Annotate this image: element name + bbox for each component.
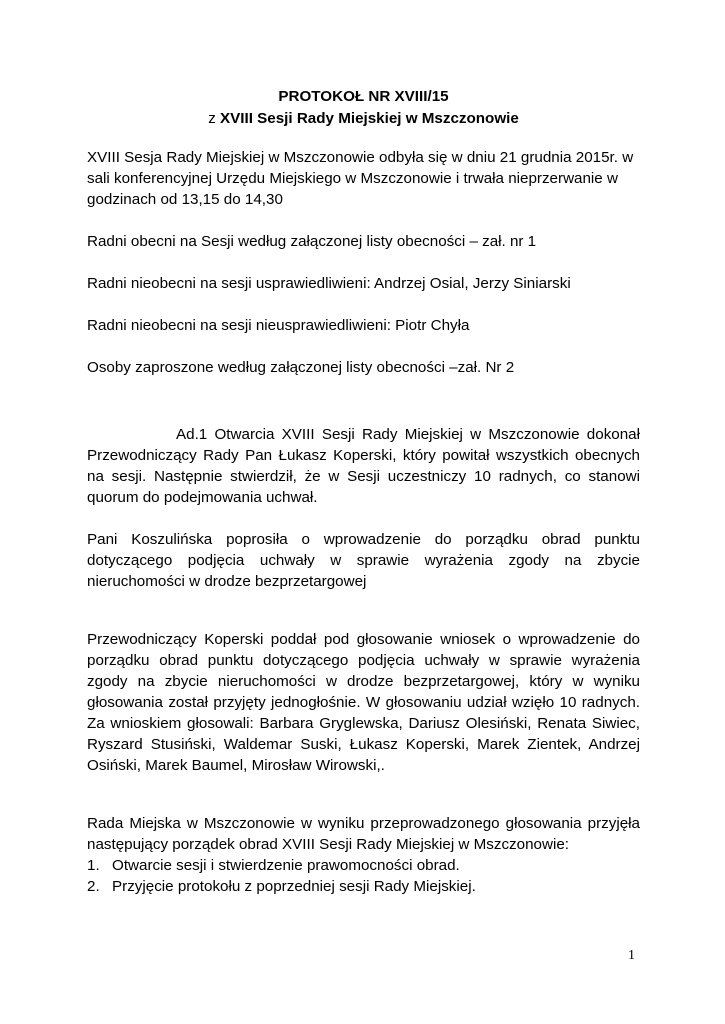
absent-unexcused-paragraph: Radni nieobecni na sesji nieusprawiedliwieni: Piotr Chyła — [87, 317, 470, 334]
agenda-intro-paragraph: Rada Miejska w Mszczonowie w wyniku przeprowadzonego głosowania przyjęła następujący porządek obrad XVIII Sesji Rady Miejskiej w Mszczonowie: — [87, 815, 640, 853]
ad1-paragraph: Ad.1 Otwarcia XVIII Sesji Rady Miejskiej w Mszczonowie dokonał Przewodniczący Rady Pan Łukasz Koperski, który powitał wszystkich obecnych na sesji. Następnie stwierdził, że w Sesji uczestniczy 10 radnych, co stanowi quorum do podejmowania uchwał. — [87, 426, 640, 506]
agenda-item-text: Przyjęcie protokołu z poprzedniej sesji Rady Miejskiej. — [112, 878, 476, 895]
agenda-item-number: 1. — [87, 857, 100, 874]
agenda-item-text: Otwarcie sesji i stwierdzenie prawomocności obrad. — [112, 857, 460, 874]
present-paragraph: Radni obecni na Sesji według załączonej listy obecności – zał. nr 1 — [87, 233, 537, 250]
vote-paragraph: Przewodniczący Koperski poddał pod głosowanie wniosek o wprowadzenie do porządku obrad punktu dotyczącego podjęcia uchwały w sprawie wyrażenia zgody na zbycie nieruchomości w drodze bezprzetargowej, który w wyniku głosowania został przyjęty jednogłośnie. W głosowaniu udział wzięło 10 radnych. Za wnioskiem głosowali: Barbara Gryglewska, Dariusz Olesiński, Renata Siwiec, Ryszard Stusiński, Waldemar Suski, Łukasz Koperski, Marek Zientek, Andrzej Osiński, Marek Baumel, Mirosław Wirowski,. — [87, 631, 640, 774]
subtitle-prefix: z — [208, 110, 221, 127]
agenda-list — [87, 855, 640, 897]
koszulinska-paragraph: Pani Koszulińska poprosiła o wprowadzenie do porządku obrad punktu dotyczącego podjęcia uchwały w sprawie wyrażenia zgody na zbycie nieruchomości w drodze bezprzetargowej — [87, 531, 640, 590]
intro-paragraph: XVIII Sesja Rady Miejskiej w Mszczonowie odbyła się w dniu 21 grudnia 2015r. w sali konferencyjnej Urzędu Miejskiego w Mszczonowie i trwała nieprzerwanie w godzinach od 13,15 do 14,30 — [87, 149, 634, 208]
absent-excused-paragraph: Radni nieobecni na sesji usprawiedliwieni: Andrzej Osial, Jerzy Siniarski — [87, 275, 571, 292]
document-subtitle — [87, 108, 640, 130]
document-page — [87, 86, 640, 897]
agenda-item — [87, 855, 640, 876]
page-number: 1 — [628, 948, 635, 963]
agenda-item — [87, 876, 640, 897]
invited-paragraph: Osoby zaproszone według załączonej listy obecności –zał. Nr 2 — [87, 359, 515, 376]
agenda-item-number: 2. — [87, 878, 100, 895]
subtitle-session: XVIII Sesji Rady Miejskiej w Mszczonowie — [220, 110, 519, 127]
document-title: PROTOKOŁ NR XVIII/15 — [278, 88, 449, 105]
